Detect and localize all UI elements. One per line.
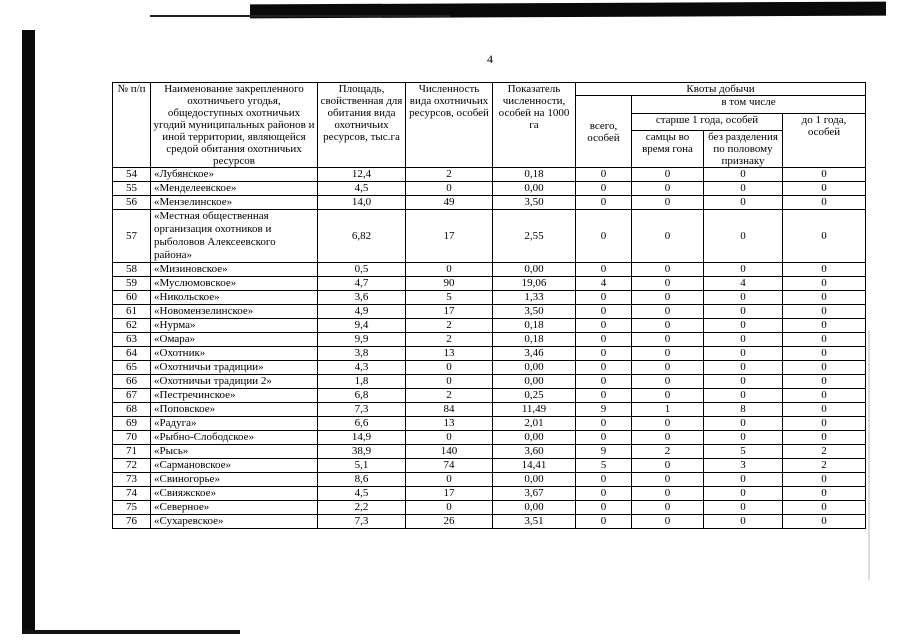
- row-number: 64: [113, 347, 151, 361]
- population-value: 2: [406, 389, 493, 403]
- density-value: 3,50: [493, 196, 576, 210]
- quota-total: 0: [576, 431, 632, 445]
- quota-young: 0: [783, 182, 866, 196]
- area-value: 6,6: [318, 417, 406, 431]
- density-value: 2,01: [493, 417, 576, 431]
- quota-young: 0: [783, 361, 866, 375]
- row-number: 60: [113, 291, 151, 305]
- scan-border-left: [22, 30, 35, 630]
- density-value: 0,00: [493, 182, 576, 196]
- header-older: старше 1 года, особей: [632, 113, 783, 131]
- quota-males-rut: 0: [632, 333, 704, 347]
- quota-young: 0: [783, 305, 866, 319]
- quota-males-rut: 0: [632, 515, 704, 529]
- header-row-1: [113, 83, 866, 96]
- quota-young: 0: [783, 291, 866, 305]
- hunting-ground-name: «Пестречинское»: [151, 389, 318, 403]
- header-quotas: Квоты добычи: [576, 83, 866, 96]
- density-value: 3,67: [493, 487, 576, 501]
- quota-males-rut: 0: [632, 417, 704, 431]
- hunting-ground-name: «Охотник»: [151, 347, 318, 361]
- table-row: [113, 305, 866, 319]
- population-value: 0: [406, 263, 493, 277]
- hunting-ground-name: «Охотничьи традиции 2»: [151, 375, 318, 389]
- row-number: 59: [113, 277, 151, 291]
- quota-no-sex: 0: [704, 375, 783, 389]
- hunting-ground-name: «Сухаревское»: [151, 515, 318, 529]
- row-number: 69: [113, 417, 151, 431]
- row-number: 72: [113, 459, 151, 473]
- table-row: [113, 403, 866, 417]
- density-value: 1,33: [493, 291, 576, 305]
- header-population: Численность вида охотничьих ресурсов, особей: [406, 83, 493, 168]
- quota-no-sex: 0: [704, 182, 783, 196]
- population-value: 17: [406, 305, 493, 319]
- population-value: 0: [406, 375, 493, 389]
- quota-no-sex: 0: [704, 501, 783, 515]
- area-value: 4,5: [318, 182, 406, 196]
- table-row: [113, 291, 866, 305]
- area-value: 9,4: [318, 319, 406, 333]
- density-value: 0,00: [493, 375, 576, 389]
- quota-males-rut: 0: [632, 375, 704, 389]
- row-number: 57: [113, 210, 151, 263]
- quota-males-rut: 0: [632, 305, 704, 319]
- density-value: 3,50: [493, 305, 576, 319]
- quota-total: 4: [576, 277, 632, 291]
- quota-total: 0: [576, 263, 632, 277]
- population-value: 0: [406, 501, 493, 515]
- header-including: в том числе: [632, 96, 866, 114]
- quota-no-sex: 0: [704, 305, 783, 319]
- quota-young: 0: [783, 277, 866, 291]
- quota-total: 0: [576, 375, 632, 389]
- table-row: [113, 210, 866, 263]
- quota-males-rut: 0: [632, 361, 704, 375]
- table-row: [113, 389, 866, 403]
- quota-males-rut: 0: [632, 210, 704, 263]
- quota-males-rut: 0: [632, 182, 704, 196]
- table-row: [113, 515, 866, 529]
- population-value: 49: [406, 196, 493, 210]
- area-value: 9,9: [318, 333, 406, 347]
- quota-total: 9: [576, 445, 632, 459]
- header-total: всего, особей: [576, 96, 632, 168]
- area-value: 14,0: [318, 196, 406, 210]
- row-number: 67: [113, 389, 151, 403]
- row-number: 75: [113, 501, 151, 515]
- table-row: [113, 277, 866, 291]
- quota-no-sex: 4: [704, 277, 783, 291]
- area-value: 14,9: [318, 431, 406, 445]
- quota-males-rut: 0: [632, 277, 704, 291]
- population-value: 84: [406, 403, 493, 417]
- quota-young: 0: [783, 196, 866, 210]
- row-number: 61: [113, 305, 151, 319]
- quota-young: 0: [783, 210, 866, 263]
- population-value: 0: [406, 473, 493, 487]
- population-value: 26: [406, 515, 493, 529]
- hunting-ground-name: «Лубянское»: [151, 168, 318, 182]
- quota-no-sex: 0: [704, 473, 783, 487]
- area-value: 6,8: [318, 389, 406, 403]
- header-area: Площадь, свойственная для обитания вида охотничьих ресурсов, тыс.га: [318, 83, 406, 168]
- quota-no-sex: 0: [704, 389, 783, 403]
- quota-males-rut: 0: [632, 501, 704, 515]
- quota-total: 0: [576, 333, 632, 347]
- area-value: 38,9: [318, 445, 406, 459]
- quota-no-sex: 0: [704, 431, 783, 445]
- hunting-ground-name: «Рысь»: [151, 445, 318, 459]
- quota-young: 0: [783, 403, 866, 417]
- row-number: 65: [113, 361, 151, 375]
- quota-total: 0: [576, 210, 632, 263]
- quota-total: 0: [576, 291, 632, 305]
- row-number: 74: [113, 487, 151, 501]
- hunting-ground-name: «Местная общественная организация охотников и рыболовов Алексеевского района»: [151, 210, 318, 263]
- density-value: 0,18: [493, 333, 576, 347]
- quota-table: [112, 82, 866, 529]
- header-density: Показатель численности, особей на 1000 га: [493, 83, 576, 168]
- area-value: 4,5: [318, 487, 406, 501]
- hunting-ground-name: «Омара»: [151, 333, 318, 347]
- population-value: 0: [406, 431, 493, 445]
- quota-young: 0: [783, 473, 866, 487]
- row-number: 54: [113, 168, 151, 182]
- quota-total: 0: [576, 515, 632, 529]
- header-no-sex: без разделения по половому признаку: [704, 131, 783, 168]
- hunting-ground-name: «Свияжское»: [151, 487, 318, 501]
- density-value: 3,51: [493, 515, 576, 529]
- table-row: [113, 182, 866, 196]
- table-row: [113, 431, 866, 445]
- area-value: 1,8: [318, 375, 406, 389]
- hunting-ground-name: «Нурма»: [151, 319, 318, 333]
- area-value: 8,6: [318, 473, 406, 487]
- density-value: 3,46: [493, 347, 576, 361]
- quota-no-sex: 0: [704, 210, 783, 263]
- quota-young: 0: [783, 263, 866, 277]
- quota-total: 0: [576, 361, 632, 375]
- quota-young: 0: [783, 375, 866, 389]
- table-row: [113, 487, 866, 501]
- area-value: 4,7: [318, 277, 406, 291]
- hunting-ground-name: «Охотничьи традиции»: [151, 361, 318, 375]
- quota-no-sex: 0: [704, 347, 783, 361]
- table-row: [113, 333, 866, 347]
- quota-total: 0: [576, 501, 632, 515]
- area-value: 5,1: [318, 459, 406, 473]
- row-number: 70: [113, 431, 151, 445]
- quota-young: 0: [783, 319, 866, 333]
- density-value: 19,06: [493, 277, 576, 291]
- quota-no-sex: 0: [704, 361, 783, 375]
- hunting-ground-name: «Мензелинское»: [151, 196, 318, 210]
- area-value: 7,3: [318, 403, 406, 417]
- hunting-ground-name: «Мизиновское»: [151, 263, 318, 277]
- hunting-ground-name: «Новомензелинское»: [151, 305, 318, 319]
- quota-males-rut: 0: [632, 473, 704, 487]
- row-number: 71: [113, 445, 151, 459]
- quota-males-rut: 0: [632, 431, 704, 445]
- density-value: 0,00: [493, 501, 576, 515]
- header-name: Наименование закрепленного охотничьего угодья, общедоступных охотничьих угодий муниципальных районов и иной территории, являющейся средой обитания охотничьих ресурсов: [151, 83, 318, 168]
- quota-young: 2: [783, 445, 866, 459]
- quota-no-sex: 0: [704, 263, 783, 277]
- quota-young: 0: [783, 333, 866, 347]
- quota-young: 0: [783, 417, 866, 431]
- table-row: [113, 501, 866, 515]
- quota-total: 0: [576, 347, 632, 361]
- table-row: [113, 445, 866, 459]
- density-value: 14,41: [493, 459, 576, 473]
- row-number: 62: [113, 319, 151, 333]
- quota-total: 0: [576, 319, 632, 333]
- quota-males-rut: 0: [632, 168, 704, 182]
- population-value: 17: [406, 487, 493, 501]
- quota-young: 0: [783, 389, 866, 403]
- row-number: 73: [113, 473, 151, 487]
- quota-males-rut: 0: [632, 291, 704, 305]
- quota-total: 0: [576, 473, 632, 487]
- quota-no-sex: 0: [704, 333, 783, 347]
- quota-no-sex: 0: [704, 515, 783, 529]
- area-value: 6,82: [318, 210, 406, 263]
- hunting-ground-name: «Рыбно-Слободское»: [151, 431, 318, 445]
- population-value: 13: [406, 417, 493, 431]
- hunting-ground-name: «Менделеевское»: [151, 182, 318, 196]
- quota-young: 0: [783, 501, 866, 515]
- table-body: [113, 168, 866, 529]
- quota-no-sex: 5: [704, 445, 783, 459]
- density-value: 0,00: [493, 263, 576, 277]
- header-num: № п/п: [113, 83, 151, 168]
- population-value: 2: [406, 168, 493, 182]
- quota-males-rut: 0: [632, 319, 704, 333]
- density-value: 11,49: [493, 403, 576, 417]
- row-number: 56: [113, 196, 151, 210]
- quota-total: 0: [576, 305, 632, 319]
- table-row: [113, 168, 866, 182]
- quota-total: 0: [576, 182, 632, 196]
- hunting-ground-name: «Радуга»: [151, 417, 318, 431]
- area-value: 2,2: [318, 501, 406, 515]
- hunting-ground-name: «Сармановское»: [151, 459, 318, 473]
- table-row: [113, 361, 866, 375]
- quota-young: 2: [783, 459, 866, 473]
- population-value: 17: [406, 210, 493, 263]
- population-value: 2: [406, 319, 493, 333]
- area-value: 3,8: [318, 347, 406, 361]
- area-value: 4,3: [318, 361, 406, 375]
- scan-edge-right: [868, 330, 870, 580]
- quota-no-sex: 0: [704, 291, 783, 305]
- area-value: 12,4: [318, 168, 406, 182]
- population-value: 5: [406, 291, 493, 305]
- population-value: 90: [406, 277, 493, 291]
- quota-total: 0: [576, 168, 632, 182]
- hunting-ground-name: «Северное»: [151, 501, 318, 515]
- population-value: 2: [406, 333, 493, 347]
- hunting-ground-name: «Муслюмовское»: [151, 277, 318, 291]
- row-number: 66: [113, 375, 151, 389]
- quota-males-rut: 0: [632, 347, 704, 361]
- quota-total: 9: [576, 403, 632, 417]
- table-row: [113, 375, 866, 389]
- quota-no-sex: 3: [704, 459, 783, 473]
- population-value: 0: [406, 182, 493, 196]
- population-value: 0: [406, 361, 493, 375]
- population-value: 74: [406, 459, 493, 473]
- hunting-ground-name: «Поповское»: [151, 403, 318, 417]
- density-value: 2,55: [493, 210, 576, 263]
- hunting-ground-name: «Свиногорье»: [151, 473, 318, 487]
- quota-total: 5: [576, 459, 632, 473]
- density-value: 0,00: [493, 473, 576, 487]
- density-value: 0,18: [493, 319, 576, 333]
- table-row: [113, 347, 866, 361]
- row-number: 68: [113, 403, 151, 417]
- quota-total: 0: [576, 389, 632, 403]
- hunting-ground-name: «Никольское»: [151, 291, 318, 305]
- area-value: 7,3: [318, 515, 406, 529]
- quota-males-rut: 0: [632, 263, 704, 277]
- quota-no-sex: 0: [704, 168, 783, 182]
- quota-young: 0: [783, 487, 866, 501]
- quota-young: 0: [783, 431, 866, 445]
- scan-border-bottom: [22, 630, 240, 634]
- population-value: 140: [406, 445, 493, 459]
- quota-young: 0: [783, 515, 866, 529]
- table-row: [113, 417, 866, 431]
- density-value: 0,00: [493, 431, 576, 445]
- quota-no-sex: 8: [704, 403, 783, 417]
- header-males-rut: самцы во время гона: [632, 131, 704, 168]
- table-row: [113, 196, 866, 210]
- quota-no-sex: 0: [704, 319, 783, 333]
- table-row: [113, 473, 866, 487]
- scan-border-top-thin: [150, 15, 450, 17]
- area-value: 0,5: [318, 263, 406, 277]
- area-value: 3,6: [318, 291, 406, 305]
- quota-males-rut: 0: [632, 196, 704, 210]
- density-value: 0,18: [493, 168, 576, 182]
- quota-no-sex: 0: [704, 487, 783, 501]
- quota-young: 0: [783, 347, 866, 361]
- table-row: [113, 319, 866, 333]
- row-number: 76: [113, 515, 151, 529]
- quota-males-rut: 2: [632, 445, 704, 459]
- density-value: 3,60: [493, 445, 576, 459]
- quota-young: 0: [783, 168, 866, 182]
- table-row: [113, 263, 866, 277]
- density-value: 0,00: [493, 361, 576, 375]
- header-young: до 1 года, особей: [783, 113, 866, 168]
- quota-total: 0: [576, 196, 632, 210]
- row-number: 63: [113, 333, 151, 347]
- quota-males-rut: 0: [632, 487, 704, 501]
- quota-total: 0: [576, 417, 632, 431]
- density-value: 0,25: [493, 389, 576, 403]
- quota-total: 0: [576, 487, 632, 501]
- row-number: 55: [113, 182, 151, 196]
- table-row: [113, 459, 866, 473]
- quota-males-rut: 1: [632, 403, 704, 417]
- quota-no-sex: 0: [704, 196, 783, 210]
- area-value: 4,9: [318, 305, 406, 319]
- quota-no-sex: 0: [704, 417, 783, 431]
- row-number: 58: [113, 263, 151, 277]
- page-number: 4: [487, 52, 493, 66]
- quota-males-rut: 0: [632, 389, 704, 403]
- quota-males-rut: 0: [632, 459, 704, 473]
- population-value: 13: [406, 347, 493, 361]
